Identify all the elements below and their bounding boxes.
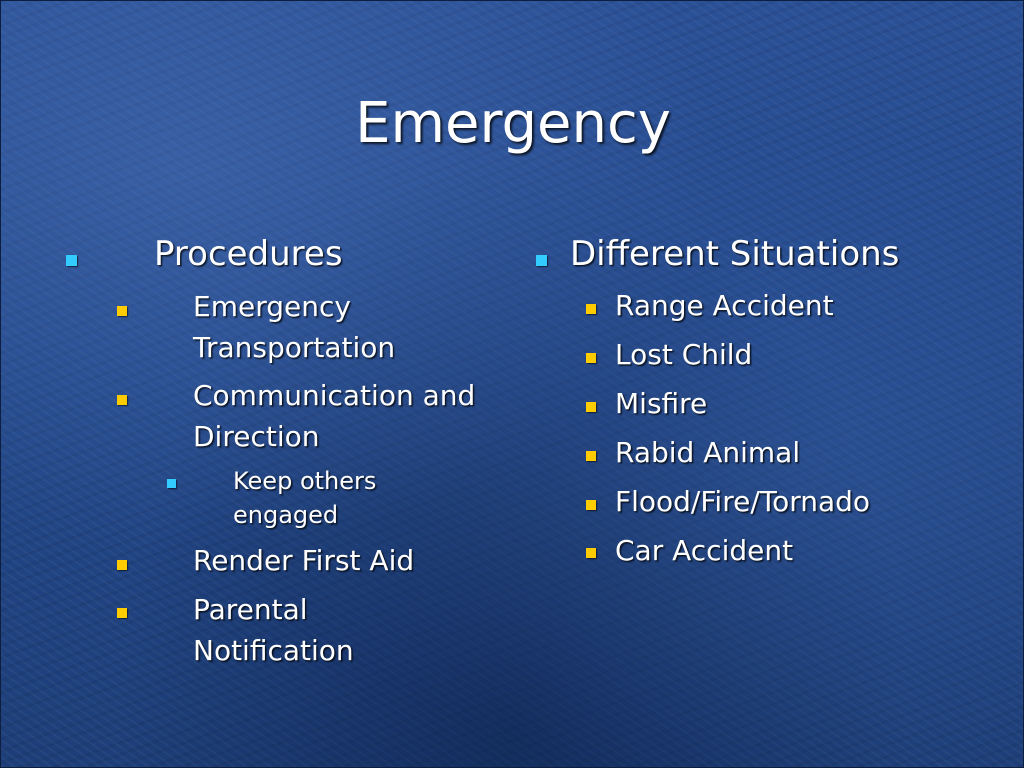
square-bullet-icon [117,306,127,316]
list-item-line: Direction [193,420,320,453]
list-item-parental-notification [193,589,354,671]
list-item-line: Keep others [233,467,377,495]
list-item-lost-child: Lost Child [615,338,753,371]
list-item-line: Notification [193,634,354,667]
square-bullet-icon [586,353,596,363]
list-item-line: Communication and [193,379,476,412]
list-item-line: Emergency [193,290,351,323]
list-item-rabid-animal: Rabid Animal [615,436,801,469]
list-item-misfire: Misfire [615,387,708,420]
square-bullet-icon [586,500,596,510]
square-bullet-icon [117,560,127,570]
list-item-communication-direction [193,375,475,457]
list-item-range-accident: Range Accident [615,289,834,322]
sub-list-item-keep-others-engaged [233,464,376,532]
list-item-render-first-aid [193,540,414,581]
list-item-emergency-transportation [193,286,395,368]
square-bullet-icon [586,402,596,412]
list-item-line: Parental [193,593,308,626]
list-item-line: engaged [233,501,339,529]
square-bullet-icon [117,608,127,618]
list-item-flood-fire-tornado: Flood/Fire/Tornado [615,485,871,518]
list-item-car-accident: Car Accident [615,534,794,567]
square-bullet-icon [586,304,596,314]
square-bullet-icon [536,255,547,266]
slide-title: Emergency [355,91,671,156]
different-situations-heading: Different Situations [570,234,900,274]
square-bullet-icon [66,255,77,266]
square-bullet-icon [586,548,596,558]
square-bullet-icon [586,451,596,461]
square-bullet-icon [117,395,127,405]
list-item-line: Render First Aid [193,544,415,577]
procedures-heading: Procedures [154,234,343,274]
square-bullet-icon [167,479,176,488]
list-item-line: Transportation [193,331,396,364]
